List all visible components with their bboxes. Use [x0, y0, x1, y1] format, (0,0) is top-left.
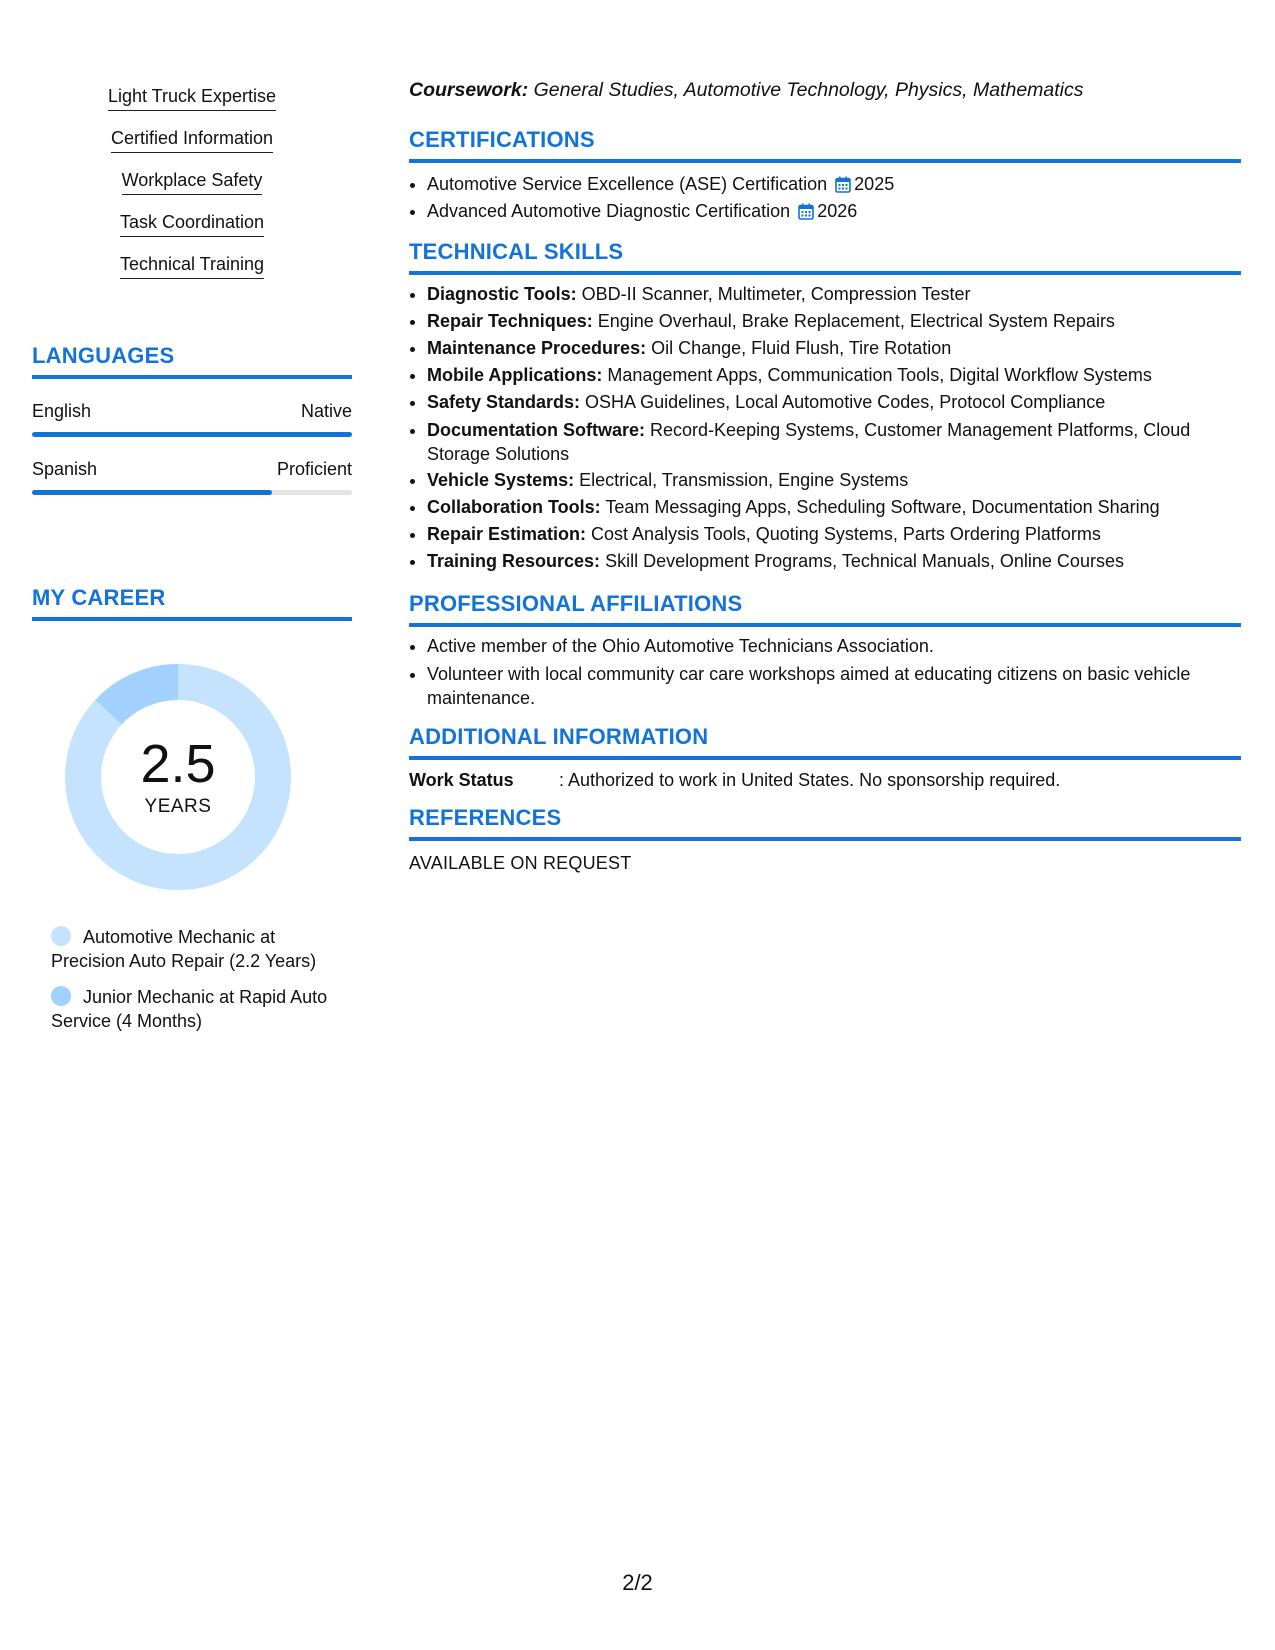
- certifications-section: [409, 127, 1241, 225]
- skill-tag: Certified Information: [111, 126, 273, 153]
- affiliations-list: [409, 633, 1241, 710]
- language-level: Native: [300, 401, 352, 421]
- skill-text: Cost Analysis Tools, Quoting Systems, Parts Ordering Platforms: [586, 524, 1101, 544]
- affiliation-item: • Active member of the Ohio Automotive Technicians Association.: [427, 633, 1241, 660]
- affiliations-heading: PROFESSIONAL AFFILIATIONS: [409, 591, 1241, 627]
- skill-tag: Workplace Safety: [122, 168, 263, 195]
- skill-text: Electrical, Transmission, Engine Systems: [574, 470, 909, 490]
- references-text: AVAILABLE ON REQUEST: [409, 853, 632, 873]
- coursework: [409, 79, 1084, 102]
- skill-text: Oil Change, Fluid Flush, Tire Rotation: [646, 338, 952, 358]
- skill-label: Diagnostic Tools:: [427, 284, 577, 304]
- skill-label: Training Resources:: [427, 551, 601, 571]
- skill-item: [427, 548, 1241, 575]
- legend-item: [51, 925, 341, 973]
- legend-dot-icon: [51, 986, 71, 1006]
- career-total: 2.5: [140, 734, 216, 794]
- references-heading: REFERENCES: [409, 805, 1241, 841]
- language-bar: [32, 432, 352, 437]
- skill-label: Maintenance Procedures:: [427, 338, 647, 358]
- skill-tag: Technical Training: [120, 252, 264, 279]
- coursework-label: Coursework:: [409, 79, 529, 101]
- coursework-text: General Studies, Automotive Technology, Physics, Mathematics: [528, 79, 1084, 101]
- affiliations-section: [409, 591, 1241, 710]
- career-donut: [65, 664, 291, 890]
- calendar-icon: [798, 203, 814, 220]
- legend-label: Junior Mechanic at Rapid Auto Service (4 Months): [51, 987, 328, 1031]
- legend-dot-icon: [51, 926, 71, 946]
- donut-segment-junior: [109, 682, 178, 712]
- technical-skills-heading: TECHNICAL SKILLS: [409, 239, 1241, 275]
- page-number: 2/2: [622, 1570, 653, 1595]
- work-status-label: Work Status: [409, 770, 514, 790]
- calendar-icon: [835, 176, 851, 193]
- career-legend: [51, 925, 341, 1045]
- skill-label: Collaboration Tools:: [427, 497, 601, 517]
- skill-tags: [32, 84, 352, 294]
- certification-name: Automotive Service Excellence (ASE) Certification: [427, 174, 828, 194]
- certifications-list: [409, 171, 1241, 225]
- skill-label: Vehicle Systems:: [427, 470, 575, 490]
- language-bar-fill: [32, 490, 272, 495]
- technical-skills-list: [409, 281, 1241, 575]
- skill-item: [427, 494, 1241, 521]
- additional-info-section: [409, 724, 1241, 791]
- skill-label: Repair Estimation:: [427, 524, 587, 544]
- skill-tag: Light Truck Expertise: [108, 84, 276, 111]
- skill-label: Repair Techniques:: [427, 311, 593, 331]
- skill-label: Documentation Software:: [427, 419, 646, 440]
- certification-name: Advanced Automotive Diagnostic Certification: [427, 201, 791, 221]
- skill-item: [427, 467, 1241, 494]
- language-bar: [32, 490, 352, 495]
- career-heading: MY CAREER: [32, 585, 352, 621]
- skill-item: [427, 521, 1241, 548]
- language-row: [32, 401, 352, 422]
- references-section: [409, 805, 1241, 874]
- language-bar-fill: [32, 432, 352, 437]
- skill-item: [427, 389, 1241, 416]
- skill-item: [427, 308, 1241, 335]
- language-row: [32, 459, 352, 480]
- career-unit: YEARS: [144, 796, 212, 817]
- skill-label: Safety Standards:: [427, 392, 581, 412]
- languages-section: [32, 343, 352, 495]
- certification-item: [427, 198, 1241, 225]
- language-level: Proficient: [276, 459, 352, 479]
- skill-text: OSHA Guidelines, Local Automotive Codes, Protocol Compliance: [580, 392, 1106, 412]
- skill-item: [427, 416, 1241, 467]
- certification-year: 2026: [817, 201, 858, 221]
- technical-skills-section: [409, 239, 1241, 575]
- skill-text: Skill Development Programs, Technical Manuals, Online Courses: [600, 551, 1124, 571]
- certification-year: 2025: [854, 174, 895, 194]
- skill-label: Mobile Applications:: [427, 365, 603, 385]
- legend-item: [51, 985, 341, 1033]
- skill-text: Management Apps, Communication Tools, Digital Workflow Systems: [602, 365, 1152, 385]
- certifications-heading: CERTIFICATIONS: [409, 127, 1241, 163]
- skill-item: [427, 335, 1241, 362]
- skill-text: Team Messaging Apps, Scheduling Software, Documentation Sharing: [600, 497, 1160, 517]
- languages-heading: LANGUAGES: [32, 343, 352, 379]
- legend-label: Automotive Mechanic at Precision Auto Repair (2.2 Years): [51, 927, 317, 971]
- language-name: Spanish: [32, 459, 98, 479]
- career-section: [32, 585, 352, 1031]
- skill-item: [427, 281, 1241, 308]
- work-status-row: [409, 770, 1241, 791]
- work-status-value: : Authorized to work in United States. No sponsorship required.: [559, 770, 1061, 790]
- skill-text: OBD-II Scanner, Multimeter, Compression Tester: [576, 284, 971, 304]
- skill-text: Record-Keeping Systems, Customer Management Platforms, Cloud Storage Solutions: [427, 419, 1191, 464]
- skill-text: Engine Overhaul, Brake Replacement, Electrical System Repairs: [592, 311, 1115, 331]
- additional-info-heading: ADDITIONAL INFORMATION: [409, 724, 1241, 760]
- certification-item: [427, 171, 1241, 198]
- skill-item: [427, 362, 1241, 389]
- language-name: English: [32, 401, 92, 421]
- affiliation-item: • Volunteer with local community car care workshops aimed at educating citizens on basic vehicle maintenance.: [427, 660, 1241, 710]
- skill-tag: Task Coordination: [120, 210, 264, 237]
